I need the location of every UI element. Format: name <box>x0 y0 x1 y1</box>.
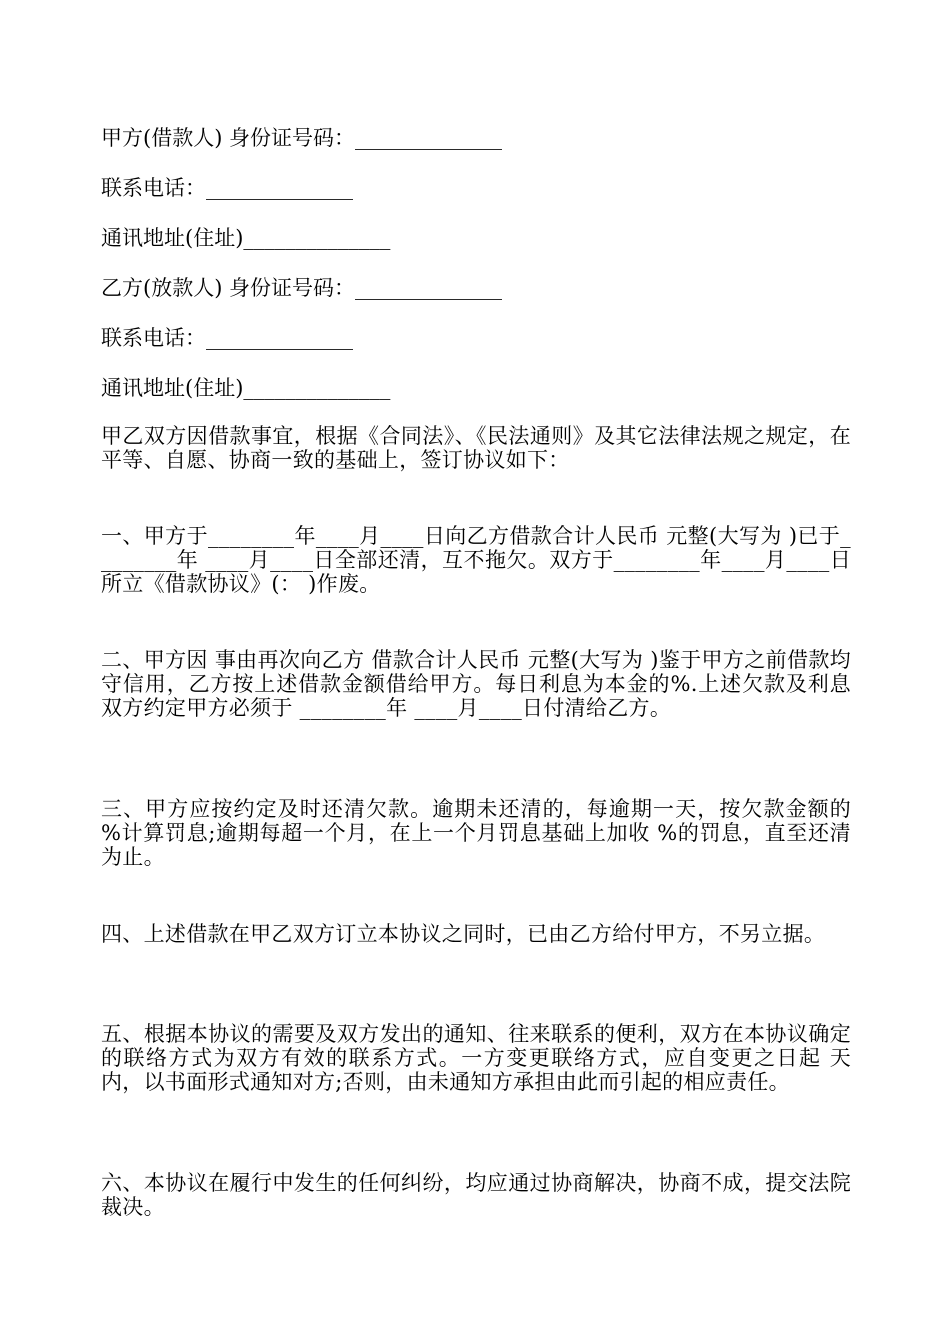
clause-5: 五、根据本协议的需要及双方发出的通知、往来联系的便利，双方在本协议确定的联络方式为双方有效的联系方式。一方变更联络方式，应自变更之日起 天内，以书面形式通知对方;否则，由未通知方承担由此而引起的相应责任。 <box>101 1022 851 1094</box>
clause-1: 一、甲方于________年____月____日向乙方借款合计人民币 元整(大写为 )已于________年 ____月____日全部还清，互不拖欠。双方于________年____月____日所立《借款协议》(： )作废。 <box>101 524 851 596</box>
party-b-id-line: 乙方(放款人) 身份证号码：______________ <box>101 276 503 300</box>
clause-6: 六、本协议在履行中发生的任何纠纷，均应通过协商解决，协商不成，提交法院裁决。 <box>101 1171 851 1219</box>
clause-4: 四、上述借款在甲乙双方订立本协议之同时，已由乙方给付甲方，不另立据。 <box>101 922 826 946</box>
party-a-address-line: 通讯地址(住址)______________ <box>101 226 391 250</box>
party-b-address-line: 通讯地址(住址)______________ <box>101 376 391 400</box>
party-b-phone-line: 联系电话：______________ <box>101 326 353 350</box>
party-a-id-line: 甲方(借款人) 身份证号码：______________ <box>101 126 503 150</box>
clause-2: 二、甲方因 事由再次向乙方 借款合计人民币 元整(大写为 )鉴于甲方之前借款均守信用，乙方按上述借款金额借给甲方。每日利息为本金的%.上述欠款及利息双方约定甲方必须于 ________年 ____月____日付清给乙方。 <box>101 648 851 720</box>
preamble-paragraph: 甲乙双方因借款事宜，根据《合同法》、《民法通则》及其它法律法规之规定，在平等、自愿、协商一致的基础上，签订协议如下： <box>101 424 851 472</box>
party-a-phone-line: 联系电话：______________ <box>101 176 353 200</box>
clause-3: 三、甲方应按约定及时还清欠款。逾期未还清的，每逾期一天，按欠款金额的 %计算罚息;逾期每超一个月，在上一个月罚息基础上加收 %的罚息，直至还清为止。 <box>101 797 851 869</box>
